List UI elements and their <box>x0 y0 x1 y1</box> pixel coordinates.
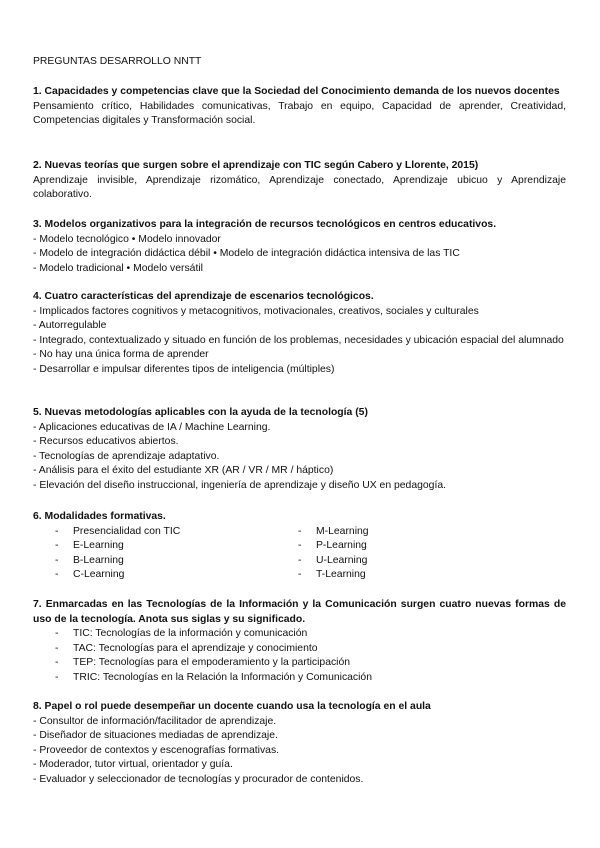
section-heading: 7. Enmarcadas en las Tecnologías de la Información y la Comunicación surgen cuatro nuevas formas de uso de la tecnología. Anota sus siglas y su significado. <box>33 599 566 625</box>
section-heading: 2. Nuevas teorías que surgen sobre el aprendizaje con TIC según Cabero y Llorente, 2015) <box>33 160 479 171</box>
list-item: - Modelo de integración didáctica débil • Modelo de integración didáctica intensiva de las TIC <box>33 248 460 260</box>
dash-bullet: - <box>55 554 59 566</box>
dashed-list-item <box>33 656 566 671</box>
section-heading: 6. Modalidades formativas. <box>33 511 166 522</box>
list-item: - Elevación del diseño instruccional, ingeniería de aprendizaje y diseño UX en pedagogía. <box>33 479 447 491</box>
section-heading: 4. Cuatro características del aprendizaje de escenarios tecnológicos. <box>33 291 374 302</box>
list-item: - Implicados factores cognitivos y metacognitivos, motivacionales, creativos, sociales y culturales <box>33 305 479 317</box>
two-column-row <box>33 539 566 554</box>
list-item-text: TAC: Tecnologías para el aprendizaje y conocimiento <box>73 642 318 654</box>
list-item: - Integrado, contextualizado y situado en función de los problemas, necesidades y ubicación espacial del alumnado <box>33 334 564 346</box>
list-item-text: TEP: Tecnologías para el empoderamiento y la participación <box>73 657 351 669</box>
section-4 <box>33 290 566 378</box>
list-item: - Diseñador de situaciones mediadas de aprendizaje. <box>33 730 278 742</box>
dash-bullet: - <box>55 569 59 581</box>
dashed-list-item <box>33 642 566 657</box>
list-item: - Evaluador y seleccionador de tecnologías y procurador de contenidos. <box>33 773 364 785</box>
list-item-right: M-Learning <box>316 525 369 537</box>
list-item: - Autorregulable <box>33 320 107 332</box>
list-item: - Consultor de información/facilitador de aprendizaje. <box>33 715 277 727</box>
two-column-row <box>33 568 566 583</box>
list-item-right: T-Learning <box>316 569 366 581</box>
section-6 <box>33 510 566 583</box>
list-item: - Proveedor de contextos y escenografías formativas. <box>33 744 280 756</box>
two-column-row <box>33 525 566 540</box>
section-paragraph: Pensamiento crítico, Habilidades comunicativas, Trabajo en equipo, Capacidad de aprender, Creatividad, Competencias digitales y Transformación social. <box>33 100 566 127</box>
section-2 <box>33 159 566 203</box>
dash-bullet: - <box>298 554 302 566</box>
list-item: - Moderador, tutor virtual, orientador y guía. <box>33 759 233 771</box>
dash-bullet: - <box>55 671 59 683</box>
section-heading: 8. Papel o rol puede desempeñar un docente cuando usa la tecnología en el aula <box>33 701 431 712</box>
list-item: - Aplicaciones educativas de IA / Machine Learning. <box>33 421 271 433</box>
list-item-left: Presencialidad con TIC <box>73 525 181 537</box>
list-item-left: E-Learning <box>73 540 124 552</box>
two-column-row <box>33 554 566 569</box>
list-item-left: B-Learning <box>73 554 124 566</box>
section-heading: 5. Nuevas metodologías aplicables con la ayuda de la tecnología (5) <box>33 407 368 418</box>
section-7 <box>33 598 566 686</box>
list-item: - No hay una única forma de aprender <box>33 349 209 361</box>
dash-bullet: - <box>298 540 302 552</box>
document-title: PREGUNTAS DESARROLLO NNTT <box>33 56 202 67</box>
dash-bullet: - <box>298 525 302 537</box>
section-8 <box>33 700 566 788</box>
section-3 <box>33 218 566 276</box>
list-item-right: U-Learning <box>316 554 368 566</box>
list-item: - Desarrollar e impulsar diferentes tipos de inteligencia (múltiples) <box>33 363 335 375</box>
section-5 <box>33 406 566 494</box>
list-item-text: TIC: Tecnologías de la información y comunicación <box>73 628 308 640</box>
section-1 <box>33 85 566 129</box>
dash-bullet: - <box>55 657 59 669</box>
list-item-right: P-Learning <box>316 540 367 552</box>
section-heading: 3. Modelos organizativos para la integración de recursos tecnológicos en centros educativos. <box>33 219 497 230</box>
dash-bullet: - <box>55 540 59 552</box>
list-item: - Modelo tecnológico • Modelo innovador <box>33 233 221 245</box>
dash-bullet: - <box>55 525 59 537</box>
dashed-list-item <box>33 671 566 686</box>
list-item-text: TRIC: Tecnologías en la Relación la Información y Comunicación <box>73 671 372 683</box>
list-item: - Modelo tradicional • Modelo versátil <box>33 262 203 274</box>
dash-bullet: - <box>55 628 59 640</box>
list-item-left: C-Learning <box>73 569 125 581</box>
section-paragraph: Aprendizaje invisible, Aprendizaje rizomático, Aprendizaje conectado, Aprendizaje ubicuo y Aprendizaje colaborativo. <box>33 174 566 201</box>
section-heading: 1. Capacidades y competencias clave que la Sociedad del Conocimiento demanda de los nuevos docentes <box>33 86 560 97</box>
dash-bullet: - <box>55 642 59 654</box>
list-item: - Análisis para el éxito del estudiante XR (AR / VR / MR / háptico) <box>33 465 334 477</box>
dash-bullet: - <box>298 569 302 581</box>
list-item: - Recursos educativos abiertos. <box>33 436 179 448</box>
list-item: - Tecnologías de aprendizaje adaptativo. <box>33 450 220 462</box>
dashed-list-item <box>33 627 566 642</box>
